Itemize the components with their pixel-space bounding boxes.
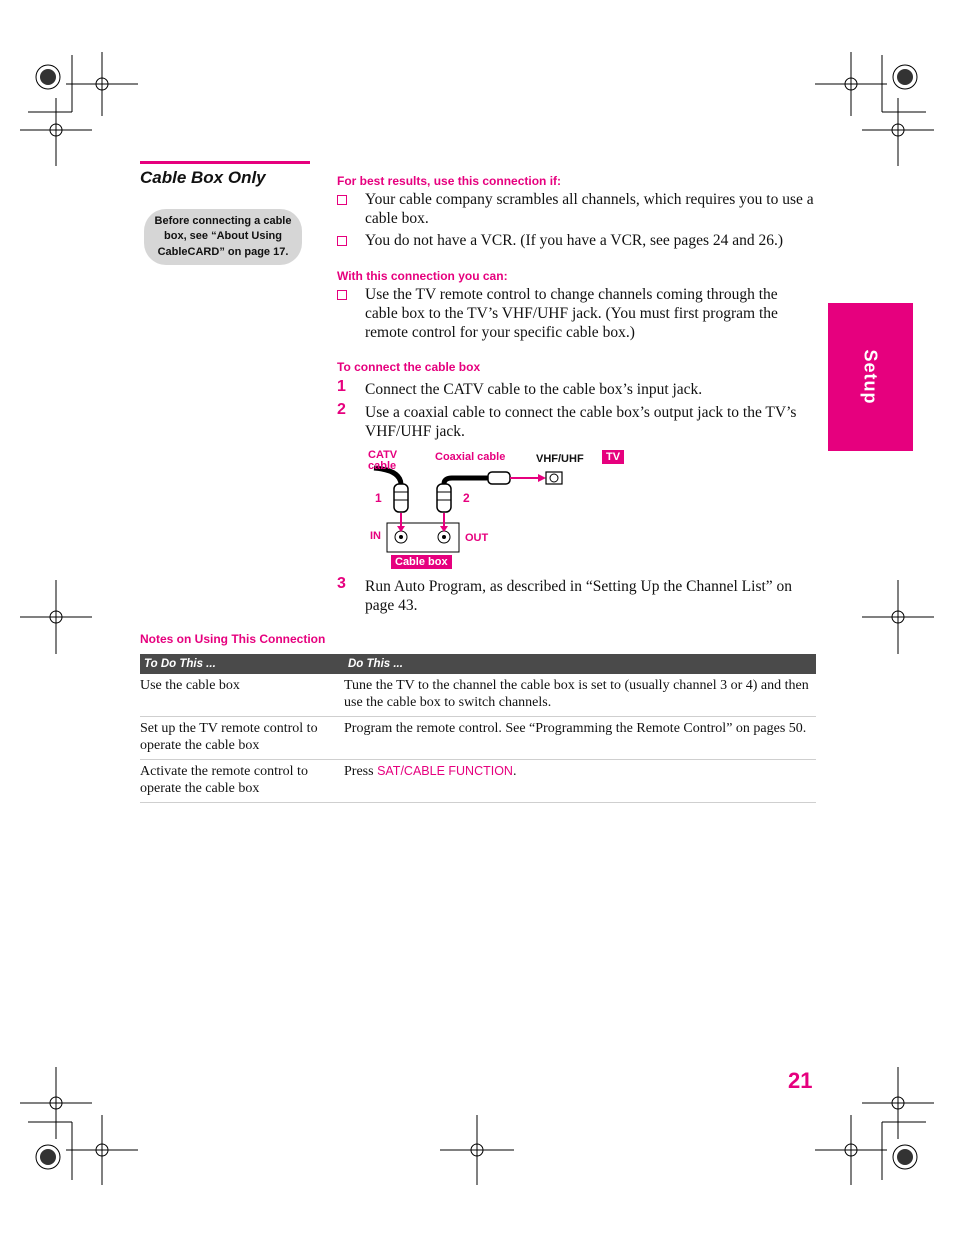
vhf-uhf-label: VHF/UHF bbox=[536, 453, 584, 465]
cable-box-tag: Cable box bbox=[391, 555, 452, 569]
page-number: 21 bbox=[788, 1068, 813, 1093]
table-cell-do bbox=[344, 760, 816, 803]
table-cell-todo: Activate the remote control to operate the cable box bbox=[140, 760, 344, 803]
connection-can-item-1: Use the TV remote control to change channels coming through the cable box to the TV’s VHF/UHF jack. (You must first program the remote control for your specific cable box.) bbox=[365, 286, 778, 341]
section-title: Cable Box Only bbox=[140, 168, 266, 187]
catv-label-line2: cable bbox=[368, 460, 397, 472]
checkbox-bullet-icon bbox=[337, 290, 347, 300]
table-cell-todo: Set up the TV remote control to operate the cable box bbox=[140, 717, 344, 760]
table-row bbox=[140, 760, 816, 803]
connect-heading: To connect the cable box bbox=[337, 360, 481, 374]
setup-tab-label: Setup bbox=[860, 349, 881, 405]
step-text: Run Auto Program, as described in “Setting Up the Channel List” on page 43. bbox=[365, 578, 793, 614]
notes-title: Notes on Using This Connection bbox=[140, 632, 326, 646]
step-number: 1 bbox=[337, 378, 346, 395]
best-results-heading: For best results, use this connection if: bbox=[337, 174, 562, 188]
checkbox-bullet-icon bbox=[337, 236, 347, 246]
checkbox-bullet-icon bbox=[337, 195, 347, 205]
tv-tag: TV bbox=[602, 450, 624, 464]
column-header-to-do: To Do This ... bbox=[140, 654, 344, 674]
out-label: OUT bbox=[465, 532, 489, 544]
step-number: 3 bbox=[337, 575, 346, 592]
diagram-number-2: 2 bbox=[463, 491, 470, 505]
column-header-do-this: Do This ... bbox=[344, 654, 816, 674]
do-suffix: . bbox=[512, 764, 517, 779]
setup-tab bbox=[828, 303, 913, 451]
best-results-item-1: Your cable company scrambles all channels, which requires you to use a cable box. bbox=[365, 191, 814, 227]
section-rule bbox=[140, 161, 310, 164]
best-results-item-2: You do not have a VCR. (If you have a VCR, see pages 24 and 26.) bbox=[365, 232, 784, 249]
coaxial-label: Coaxial cable bbox=[435, 451, 506, 463]
table-row bbox=[140, 717, 816, 760]
connection-can-heading: With this connection you can: bbox=[337, 269, 508, 283]
step-text: Use a coaxial cable to connect the cable box’s output jack to the TV’s VHF/UHF jack. bbox=[365, 404, 797, 440]
diagram-number-1: 1 bbox=[375, 491, 382, 505]
do-prefix: Press bbox=[344, 764, 378, 779]
step-text: Connect the CATV cable to the cable box’s input jack. bbox=[365, 381, 703, 398]
in-label: IN bbox=[370, 530, 381, 542]
table-row bbox=[140, 674, 816, 717]
table-cell-do: Program the remote control. See “Programming the Remote Control” on pages 50. bbox=[344, 717, 816, 760]
step-number: 2 bbox=[337, 401, 346, 418]
notes-table bbox=[140, 654, 816, 803]
sat-cable-function-button-ref: SAT/CABLE FUNCTION bbox=[377, 764, 513, 778]
side-note: Before connecting a cable box, see “About Using CableCARD” on page 17. bbox=[144, 209, 302, 265]
table-cell-todo: Use the cable box bbox=[140, 674, 344, 717]
catv-label-line1: CATV bbox=[368, 449, 398, 461]
table-cell-do: Tune the TV to the channel the cable box is set to (usually channel 3 or 4) and then use the cable box to switch channels. bbox=[344, 674, 816, 717]
